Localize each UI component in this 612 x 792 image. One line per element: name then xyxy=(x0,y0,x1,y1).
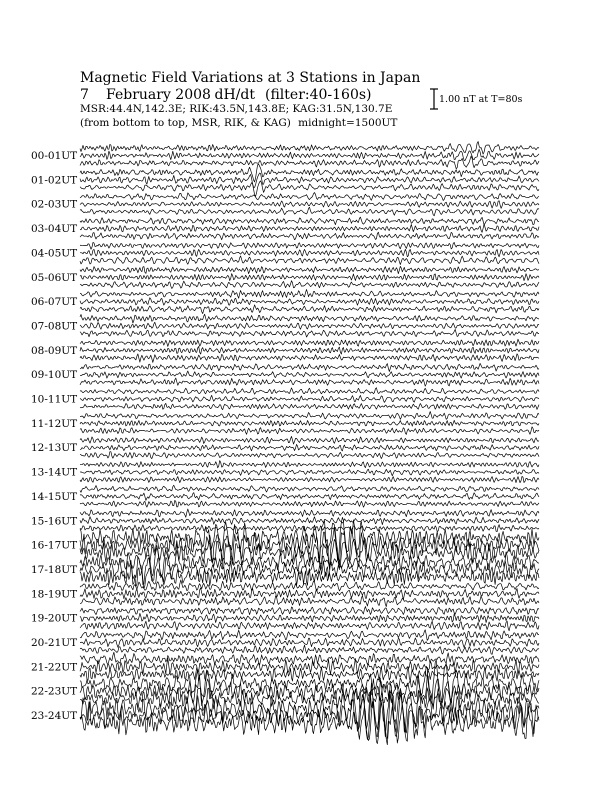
hour-label: 15-16UT xyxy=(31,515,78,528)
station-trace-rik xyxy=(80,444,539,451)
hour-label: 05-06UT xyxy=(31,271,78,284)
station-trace-msr xyxy=(80,156,539,169)
hour-row xyxy=(31,142,539,169)
station-trace-msr xyxy=(80,256,539,265)
midnight-note: midnight=1500UT xyxy=(298,117,398,129)
hour-row xyxy=(31,461,539,483)
station-trace-kag xyxy=(80,461,539,468)
station-trace-kag xyxy=(80,314,539,323)
station-trace-rik xyxy=(80,469,539,476)
station-trace-msr xyxy=(80,565,539,589)
station-trace-rik xyxy=(80,249,539,256)
station-trace-msr xyxy=(80,452,539,459)
station-trace-kag xyxy=(80,652,539,666)
hour-label: 08-09UT xyxy=(31,344,78,357)
filter-label: (filter:40-160s) xyxy=(265,87,372,103)
hour-row xyxy=(31,607,539,631)
station-trace-kag xyxy=(80,607,539,615)
hour-label: 13-14UT xyxy=(31,466,78,479)
hour-label: 10-11UT xyxy=(31,393,78,406)
hour-label: 19-20UT xyxy=(31,612,78,625)
station-trace-kag xyxy=(80,412,539,420)
hour-row xyxy=(31,652,539,681)
station-trace-rik xyxy=(80,493,539,501)
station-trace-kag xyxy=(80,363,539,371)
station-trace-kag xyxy=(80,193,539,201)
hour-row xyxy=(31,164,539,196)
hour-label: 01-02UT xyxy=(31,174,78,187)
hour-label: 16-17UT xyxy=(31,539,78,552)
hour-label: 09-10UT xyxy=(31,369,78,382)
station-trace-rik xyxy=(80,347,539,355)
station-trace-msr xyxy=(80,329,539,337)
station-trace-msr xyxy=(80,403,539,409)
station-trace-rik xyxy=(80,613,539,622)
station-trace-kag xyxy=(80,509,539,517)
hour-label: 04-05UT xyxy=(31,247,78,260)
hour-row xyxy=(31,412,539,435)
hour-row xyxy=(31,314,539,337)
hour-row xyxy=(31,193,539,216)
hour-label: 03-04UT xyxy=(31,223,78,236)
station-trace-msr xyxy=(80,645,539,654)
scale-label: 1.00 nT at T=80s xyxy=(439,94,523,105)
station-trace-kag xyxy=(80,142,539,155)
hour-label: 02-03UT xyxy=(31,198,78,211)
hour-label: 21-22UT xyxy=(31,661,78,674)
hour-row xyxy=(31,242,539,264)
station-trace-rik xyxy=(80,517,539,525)
station-trace-kag xyxy=(80,388,539,395)
hour-row xyxy=(31,290,539,314)
station-trace-rik xyxy=(80,638,539,648)
station-trace-msr xyxy=(80,621,539,631)
hour-label: 11-12UT xyxy=(31,417,78,430)
date-month-year: February 2008 xyxy=(106,87,211,103)
station-trace-msr xyxy=(80,305,539,314)
station-trace-kag xyxy=(80,164,539,182)
hour-label: 17-18UT xyxy=(31,563,78,576)
order-text: (from bottom to top, MSR, RIK, & KAG) xyxy=(80,117,291,129)
hour-label: 00-01UT xyxy=(31,150,78,162)
station-trace-msr xyxy=(80,476,539,482)
hour-row xyxy=(31,363,539,386)
station-trace-msr xyxy=(80,232,539,240)
station-trace-msr xyxy=(80,596,539,607)
hour-row xyxy=(31,485,539,507)
station-trace-rik xyxy=(80,658,539,675)
date-day: 7 xyxy=(80,87,89,103)
station-trace-rik xyxy=(80,298,539,306)
station-trace-kag xyxy=(80,485,539,492)
station-trace-msr xyxy=(80,281,539,289)
station-trace-msr xyxy=(80,207,539,216)
hour-row xyxy=(31,630,539,655)
station-trace-kag xyxy=(80,217,539,225)
station-trace-rik xyxy=(80,371,539,378)
station-trace-kag xyxy=(80,580,539,591)
station-trace-rik xyxy=(80,683,539,745)
hour-row xyxy=(31,580,539,607)
hour-label: 18-19UT xyxy=(31,588,78,601)
station-coordinates: MSR:44.4N,142.3E; RIK:43.5N,143.8E; KAG:31.5N,130.7E xyxy=(80,103,393,115)
hour-row xyxy=(31,388,539,410)
station-trace-rik xyxy=(80,420,539,426)
hour-label: 12-13UT xyxy=(31,442,78,455)
station-trace-kag xyxy=(80,339,539,346)
hour-label: 22-23UT xyxy=(31,685,78,698)
quantity-label: dH/dt xyxy=(214,87,255,103)
hour-row xyxy=(31,436,539,458)
station-trace-msr xyxy=(80,181,539,196)
hour-label: 06-07UT xyxy=(31,296,78,309)
hour-row xyxy=(31,266,539,288)
station-trace-kag xyxy=(80,266,539,273)
station-trace-msr xyxy=(80,500,539,507)
station-trace-rik xyxy=(80,322,539,329)
station-trace-msr xyxy=(80,427,539,435)
hour-label: 20-21UT xyxy=(31,637,78,649)
hour-label: 07-08UT xyxy=(31,320,78,333)
hour-label: 23-24UT xyxy=(31,710,78,723)
hour-row xyxy=(31,509,539,532)
chart-title: Magnetic Field Variations at 3 Stations in Japan xyxy=(80,70,421,86)
station-trace-msr xyxy=(80,354,539,363)
station-trace-kag xyxy=(80,290,539,299)
station-trace-rik xyxy=(80,224,539,232)
hour-row xyxy=(31,339,539,362)
station-trace-kag xyxy=(80,242,539,249)
station-trace-msr xyxy=(80,378,539,386)
station-trace-kag xyxy=(80,436,539,444)
station-trace-rik xyxy=(80,274,539,281)
hour-row xyxy=(31,217,539,240)
hour-label: 14-15UT xyxy=(31,490,78,503)
station-trace-rik xyxy=(80,395,539,402)
station-trace-msr xyxy=(80,525,539,532)
